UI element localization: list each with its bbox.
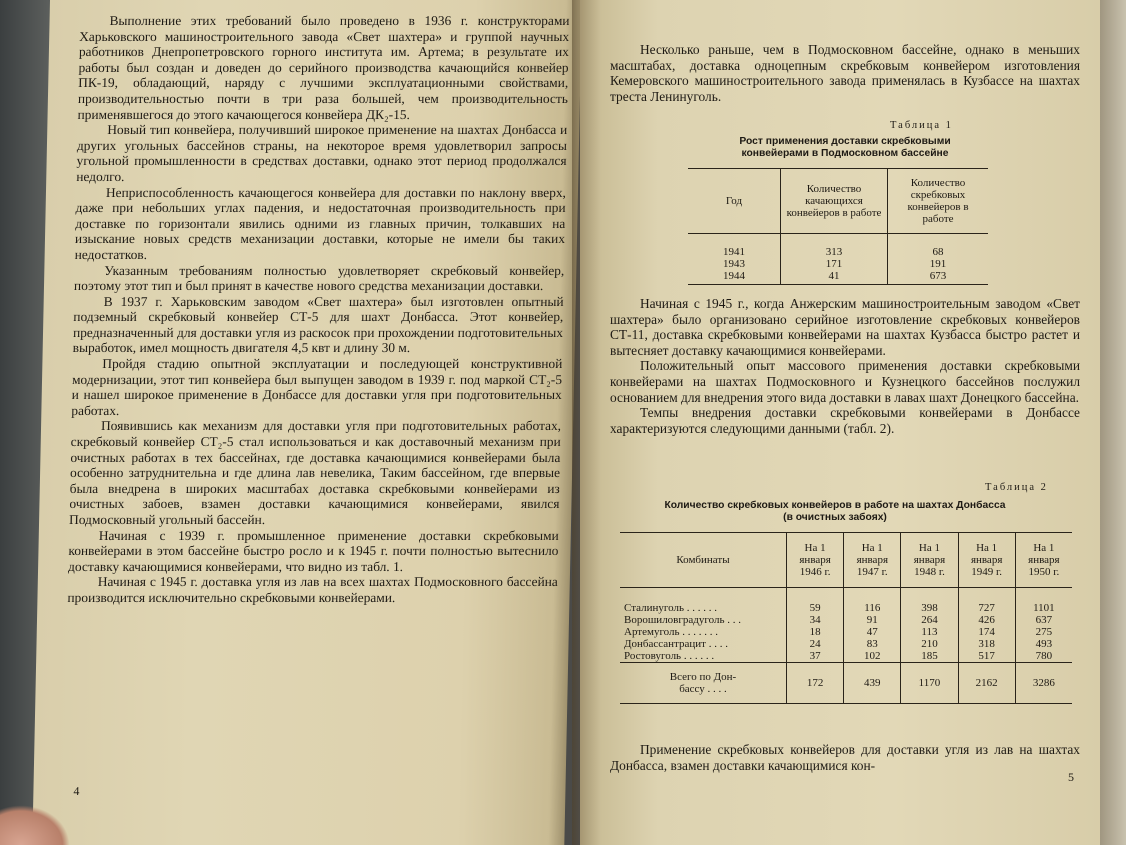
table-cell: 172: [787, 663, 844, 704]
table-row: [688, 258, 988, 270]
total-label-line: Всего по Дон-: [669, 671, 737, 683]
paragraph: Применение скребковых конвейеров для доставки угля из лав на шахтах Донбасса, взамен доставки качающимися кон-: [610, 742, 1080, 773]
paragraph: Несколько раньше, чем в Подмосковном бассейне, однако в меньших масштабах, доставка одноцепным скребковым конвейером изготовления Кемеровского машиностроительного завода применялась в Кузбассе на шахтах треста Ленинуголь.: [610, 42, 1080, 104]
table-cell: 1170: [901, 663, 958, 704]
table-cell: 116: [844, 588, 901, 615]
paragraph: Начиная с 1945 г. доставка угля из лав на всех шахтах Подмосковного бассейна производится исключительно скребковыми конвейерами.: [67, 574, 558, 605]
paragraph: Неприспособленность качающегося конвейера для доставки по наклону вверх, даже при небольших углах падения, и недостаточная производительность при доставке по горизонтали явились одними из главных причин, толкавших на изыскание новых средств механизации доставки, которые не имели бы таких недостатков.: [74, 184, 567, 262]
table-cell: 91: [844, 614, 901, 626]
table-cell: 727: [958, 588, 1015, 615]
table-cell: 439: [844, 663, 901, 704]
paragraph: Начиная с 1945 г., когда Анжерским машиностроительным заводом «Свет шахтера» было организовано серийное изготовление скребковых конвейеров СТ-11, доставка скребковыми конвейерами на шахтах Кузбасса быстро растет и вытесняет доставку качающимися конвейерами.: [610, 296, 1080, 358]
table1: [688, 168, 988, 285]
table-cell: 191: [888, 258, 989, 270]
left-page-text: [67, 13, 569, 606]
table-cell: 37: [787, 650, 844, 663]
table-cell: 517: [958, 650, 1015, 663]
table-cell: 313: [781, 234, 888, 259]
paragraph: Указанным требованиям полностью удовлетворяет скребковый конвейер, поэтому этот тип и был принят в качестве нового средства механизации доставки.: [73, 262, 565, 294]
table-cell: 185: [901, 650, 958, 663]
table-cell: 3286: [1015, 663, 1072, 704]
table-cell: 171: [781, 258, 888, 270]
table-cell: Ростовуголь . . . . . .: [624, 650, 715, 662]
table2: [620, 532, 1072, 704]
table-cell: Сталинуголь . . . . . .: [624, 602, 717, 614]
table-cell: 68: [888, 234, 989, 259]
table-cell: 1101: [1015, 588, 1072, 615]
table-cell: 1941: [723, 246, 745, 258]
paragraph: Положительный опыт массового применения доставки скребковыми конвейерами на шахтах Подмосковного и Кузнецкого бассейнов послужил основанием для внедрения этого вида доставки в лавах шахт Донецкого бассейна.: [610, 358, 1080, 405]
table2-header-1949: На 1 января 1949 г.: [958, 533, 1015, 588]
table1-header-year: Год: [688, 169, 781, 234]
table-cell: 18: [787, 626, 844, 638]
paragraph: Начиная с 1939 г. промышленное применение доставки скребковыми конвейерами в этом бассейне быстро росло и к 1945 г. почти полностью вытеснило доставку качающимися конвейерами, что видно из табл. 1.: [67, 527, 559, 574]
table-cell: 83: [844, 638, 901, 650]
table-cell: 426: [958, 614, 1015, 626]
table-total-row: [620, 663, 1072, 704]
table-cell: 24: [787, 638, 844, 650]
table2-header-1948: На 1 января 1948 г.: [901, 533, 958, 588]
intro-paragraph: [610, 42, 1080, 104]
table-cell: 59: [787, 588, 844, 615]
table2-title-line: (в очистных забоях): [783, 512, 887, 523]
table-cell: 398: [901, 588, 958, 615]
paragraph: Выполнение этих требований было проведено в 1936 г. конструкторами Харьковского машиностроительного завода «Свет шахтера» и группой научных работников Днепропетровского горного института им. Артема; в результате их работы был создан и доведен до серийного производства качающийся конвейер ПК-19, обладающий, наряду с лучшими эксплуатационными свойствами, производительностью почти в три раза большей, чем производительность применявшегося до этого качающегося конвейера ДК₂-15.: [77, 13, 570, 122]
table-row: [620, 638, 1072, 650]
total-label-line: бассу . . . .: [679, 683, 727, 695]
table-cell: 47: [844, 626, 901, 638]
table2-header-1947: На 1 января 1947 г.: [844, 533, 901, 588]
table-row: [688, 234, 988, 259]
table-row: [620, 650, 1072, 663]
table-row: [620, 614, 1072, 626]
paragraph: В 1937 г. Харьковским заводом «Свет шахтера» был изготовлен опытный подземный скребковый конвейер СТ-5 для шахт Донбасса. Этот конвейер, предназначенный для доставки угля из раскосок при прохождении подготовительных выработок, имел мощность двигателя 4,5 квт и длину 30 м.: [72, 293, 564, 356]
table-cell: Донбассантрацит . . . .: [624, 638, 728, 650]
table1-label: Таблица 1: [890, 120, 953, 131]
table2-title: [615, 500, 1055, 524]
table-cell: 318: [958, 638, 1015, 650]
table-cell: 41: [781, 270, 888, 285]
table-cell: 275: [1015, 626, 1072, 638]
table-cell: 673: [888, 270, 989, 285]
table2-header-1950: На 1 января 1950 г.: [1015, 533, 1072, 588]
right-page: [580, 0, 1100, 845]
table-row: [688, 270, 988, 285]
table2-header-combines: Комбинаты: [620, 533, 787, 588]
table-cell: 2162: [958, 663, 1015, 704]
table-cell: Ворошиловградуголь . . .: [624, 614, 741, 626]
table-cell: 1943: [723, 258, 745, 270]
table1-header-swinging: Количество качающихся конвейеров в работе: [781, 169, 888, 234]
paragraph: Появившись как механизм для доставки угля при подготовительных работах, скребковый конвейер СТ₂-5 стал использоваться и как доставочный механизм при очистных работах в тех бассейнах, где доставка качающимися конвейерами была особенно затруднительна и где длина лав невелика, Таким бассейном, где впервые была внедрена в широких масштабах доставка скребковыми конвейерами из очистных забоев, взамен доставки качающимися конвейерами, явился Подмосковный угольный бассейн.: [68, 418, 562, 527]
table-cell: 210: [901, 638, 958, 650]
left-page: [32, 0, 582, 845]
page-number-right: 5: [1068, 770, 1074, 784]
table-cell: 264: [901, 614, 958, 626]
table-cell: 493: [1015, 638, 1072, 650]
table2-label: Таблица 2: [985, 482, 1048, 493]
paragraph: Новый тип конвейера, получивший широкое применение на шахтах Донбасса и других угольных бассейнов страны, на некоторое время удовлетворил запросы угольной промышленности в средствах доставки, однако этот период продолжался недолго.: [76, 122, 568, 184]
table1-title: Рост применения доставки скребковыми конвейерами в Подмосковном бассейне: [739, 136, 951, 159]
table-cell: 174: [958, 626, 1015, 638]
table2-header-1946: На 1 января 1946 г.: [787, 533, 844, 588]
table-cell: 637: [1015, 614, 1072, 626]
table-cell: Артемуголь . . . . . . .: [624, 626, 719, 638]
table-cell: 102: [844, 650, 901, 663]
middle-text: [610, 296, 1080, 436]
paragraph: Пройдя стадию опытной эксплуатации и последующей конструктивной модернизации, этот тип конвейера был выпущен заводом в 1939 г. под маркой СТ₂-5 и нашел широкое применение в Донбассе для доставки угля при подготовительных работах.: [71, 356, 563, 418]
paragraph: Темпы внедрения доставки скребковыми конвейерами в Донбассе характеризуются следующими данными (табл. 2).: [610, 405, 1080, 436]
table-row: [620, 588, 1072, 615]
table-cell: [620, 663, 787, 704]
table-cell: 780: [1015, 650, 1072, 663]
table2-title-line: Количество скребковых конвейеров в работе на шахтах Донбасса: [664, 500, 1006, 511]
table-cell: 1944: [688, 270, 781, 285]
table-cell: 34: [787, 614, 844, 626]
table-row: [620, 626, 1072, 638]
table1-header-scraper: Количество скребковых конвейеров в работе: [888, 169, 989, 234]
table-cell: 113: [901, 626, 958, 638]
page-number-left: 4: [73, 784, 80, 798]
closing-text: [610, 742, 1080, 773]
thumb: [0, 805, 70, 845]
